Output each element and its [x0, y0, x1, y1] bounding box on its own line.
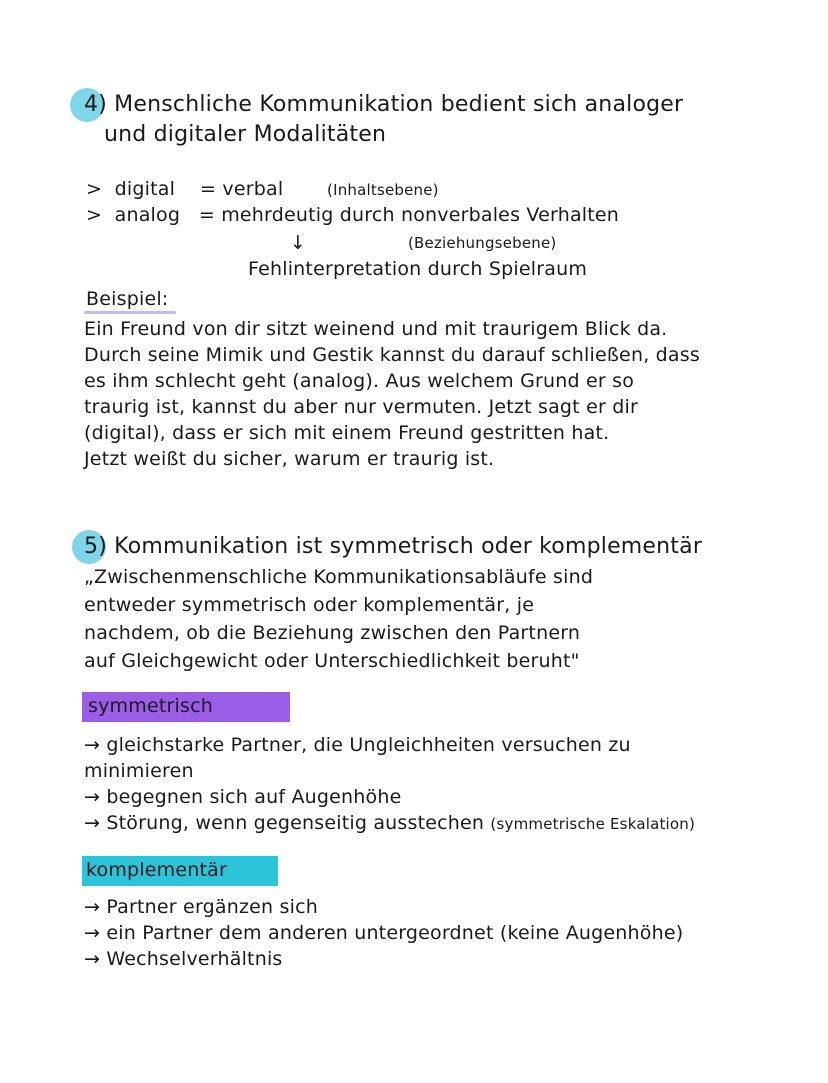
komp-line-1: → Partner ergänzen sich: [84, 896, 318, 918]
section4-heading-line1: 4) Menschliche Kommunikation bedient sich analoger: [84, 92, 684, 117]
beispiel-label: Beispiel:: [86, 288, 169, 310]
quote-line-2: entweder symmetrisch oder komplementär, je: [84, 594, 535, 616]
symmetrisch-label: symmetrisch: [88, 695, 213, 717]
digital-row: > digital = verbal (Inhaltsebene): [86, 178, 439, 200]
komplementaer-label: komplementär: [86, 859, 228, 881]
beispiel-line-5: (digital), dass er sich mit einem Freund gestritten hat.: [84, 422, 610, 444]
komp-line-2: → ein Partner dem anderen untergeordnet (keine Augenhöhe): [84, 922, 684, 944]
analog-row: > analog = mehrdeutig durch nonverbales Verhalten: [86, 204, 620, 226]
quote-line-1: „Zwischenmenschliche Kommunikationsabläufe sind: [84, 566, 594, 588]
beispiel-line-6: Jetzt weißt du sicher, warum er traurig ist.: [84, 448, 495, 470]
sym-line-1: → gleichstarke Partner, die Ungleichheiten versuchen zu: [84, 734, 631, 756]
section4-heading-line2: und digitaler Modalitäten: [104, 122, 387, 147]
down-arrow: ↓: [290, 232, 307, 254]
sym-note: (symmetrische Eskalation): [490, 815, 696, 833]
sym-line-3: → begegnen sich auf Augenhöhe: [84, 786, 402, 808]
section5-heading: 5) Kommunikation ist symmetrisch oder komplementär: [84, 534, 703, 559]
komp-line-3: → Wechselverhältnis: [84, 948, 283, 970]
quote-line-3: nachdem, ob die Beziehung zwischen den Partnern: [84, 622, 581, 644]
beispiel-line-3: es ihm schlecht geht (analog). Aus welchem Grund er so: [84, 370, 635, 392]
beispiel-line-2: Durch seine Mimik und Gestik kannst du darauf schließen, dass: [84, 344, 700, 366]
fehlinterpretation: Fehlinterpretation durch Spielraum: [248, 258, 588, 280]
beziehungsebene-note: (Beziehungsebene): [408, 234, 557, 252]
beispiel-line-1: Ein Freund von dir sitzt weinend und mit traurigem Blick da.: [84, 318, 668, 340]
sym-line-4: → Störung, wenn gegenseitig ausstechen (symmetrische Eskalation): [84, 812, 696, 834]
sym-line-2: minimieren: [84, 760, 194, 782]
beispiel-line-4: traurig ist, kannst du aber nur vermuten. Jetzt sagt er dir: [84, 396, 638, 418]
beispiel-underline: [84, 311, 176, 314]
quote-line-4: auf Gleichgewicht oder Unterschiedlichkeit beruht": [84, 650, 580, 672]
